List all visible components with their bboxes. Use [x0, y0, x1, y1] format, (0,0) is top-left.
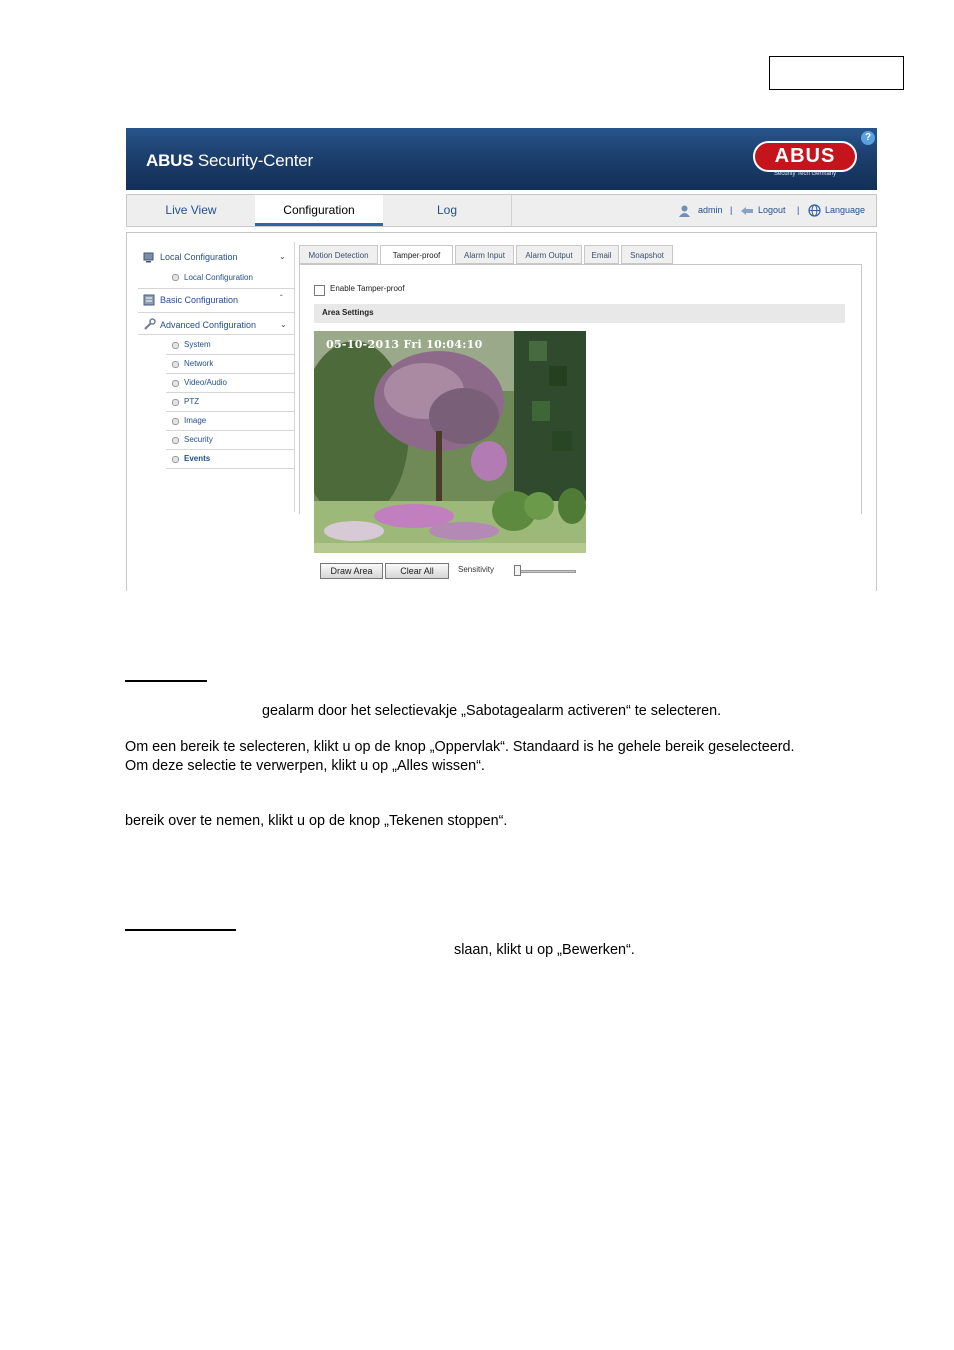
sidebar-divider [138, 288, 294, 289]
tab-log[interactable]: Log [383, 195, 512, 226]
camera-web-ui-screenshot [126, 128, 877, 591]
doc-paragraph-line: bereik over te nemen, klikt u op de knop „Tekenen stoppen“. [125, 813, 508, 829]
sidebar-basic-configuration[interactable]: Basic Configuration [160, 295, 239, 305]
doc-paragraph-line: gealarm door het selectievakje „Sabotagealarm activeren“ te selecteren. [262, 703, 722, 719]
sidebar-divider [166, 392, 294, 393]
chevron-down-icon: ⌄ [279, 252, 286, 261]
clear-all-button[interactable]: Clear All [385, 563, 449, 579]
bullet-icon [172, 342, 179, 349]
app-banner [126, 128, 877, 190]
chevron-up-icon: ˆ [280, 294, 283, 303]
bullet-icon [172, 274, 179, 281]
sidebar-item-ptz[interactable]: PTZ [184, 397, 200, 406]
area-settings-title: Area Settings [322, 308, 374, 317]
settings-icon [143, 293, 155, 311]
doc-paragraph-line: Om deze selectie te verwerpen, klikt u op „Alles wissen“. [125, 758, 485, 774]
sensitivity-slider-track[interactable] [514, 570, 576, 573]
heading-underline [125, 680, 207, 682]
osd-timestamp: 05-10-2013 Fri 10:04:10 [326, 338, 483, 351]
bullet-icon [172, 399, 179, 406]
nav-separator: | [730, 205, 733, 215]
sidebar-item-security[interactable]: Security [184, 435, 213, 444]
language-link[interactable]: Language [825, 205, 866, 215]
sidebar-divider [166, 430, 294, 431]
sidebar-advanced-configuration[interactable]: Advanced Configuration [160, 320, 257, 330]
user-name[interactable]: admin [698, 205, 723, 215]
enable-tamper-proof-checkbox[interactable] [314, 285, 325, 296]
bullet-icon [172, 456, 179, 463]
sensitivity-slider-handle[interactable] [514, 565, 521, 576]
sidebar-divider [166, 468, 294, 469]
tab-configuration[interactable]: Configuration [255, 195, 383, 226]
logout-link[interactable]: Logout [758, 205, 786, 215]
camera-video-preview[interactable] [314, 331, 586, 553]
sidebar-divider [138, 312, 294, 313]
app-title [146, 151, 313, 171]
page-corner-box [769, 56, 904, 90]
chevron-down-icon: ⌄ [280, 320, 287, 329]
area-settings-header [314, 304, 845, 323]
logout-icon [740, 195, 754, 226]
sidebar-divider [166, 354, 294, 355]
sidebar-divider [166, 449, 294, 450]
sidebar-item-image[interactable]: Image [184, 416, 207, 425]
sidebar-divider [166, 411, 294, 412]
tab-alarm-input[interactable]: Alarm Input [455, 245, 514, 264]
sensitivity-label: Sensitivity [458, 565, 495, 574]
tab-snapshot[interactable]: Snapshot [621, 245, 673, 264]
enable-tamper-proof-label: Enable Tamper-proof [330, 284, 405, 293]
garden-scene-image [314, 331, 586, 553]
sidebar-item-system[interactable]: System [184, 340, 211, 349]
bullet-icon [172, 380, 179, 387]
bullet-icon [172, 437, 179, 444]
heading-underline [125, 929, 236, 931]
user-icon [678, 195, 691, 226]
abus-logo-text: ABUS [774, 145, 836, 167]
help-icon[interactable]: ? [861, 131, 875, 145]
bullet-icon [172, 418, 179, 425]
tab-alarm-output[interactable]: Alarm Output [516, 245, 582, 264]
nav-separator: | [797, 205, 800, 215]
sidebar-item-network[interactable]: Network [184, 359, 214, 368]
app-title-brand: ABUS [146, 151, 194, 170]
sidebar-divider [138, 334, 294, 335]
abus-logo [753, 141, 857, 172]
app-title-rest: Security-Center [193, 151, 313, 170]
tab-email[interactable]: Email [584, 245, 619, 264]
tab-motion-detection[interactable]: Motion Detection [299, 245, 378, 264]
abus-logo-tagline: Security Tech Germany [773, 171, 837, 177]
tab-tamper-proof[interactable]: Tamper-proof [380, 245, 453, 265]
sidebar-item-events[interactable]: Events [184, 454, 211, 463]
bullet-icon [172, 361, 179, 368]
sidebar-item-local-configuration[interactable]: Local Configuration [184, 273, 253, 282]
doc-paragraph-line: slaan, klikt u op „Bewerken“. [454, 942, 635, 958]
sidebar-item-video-audio[interactable]: Video/Audio [184, 378, 227, 387]
computer-icon [143, 250, 155, 268]
sidebar-border [294, 242, 295, 512]
sidebar-local-configuration[interactable]: Local Configuration [160, 252, 238, 262]
sidebar-divider [166, 373, 294, 374]
doc-paragraph-line: Om een bereik te selecteren, klikt u op de knop „Oppervlak“. Standaard is he gehele bereik geselecteerd. [125, 739, 795, 755]
draw-area-button[interactable]: Draw Area [320, 563, 383, 579]
tab-live-view[interactable]: Live View [165, 203, 217, 217]
globe-icon [808, 195, 821, 226]
main-nav [126, 194, 877, 227]
